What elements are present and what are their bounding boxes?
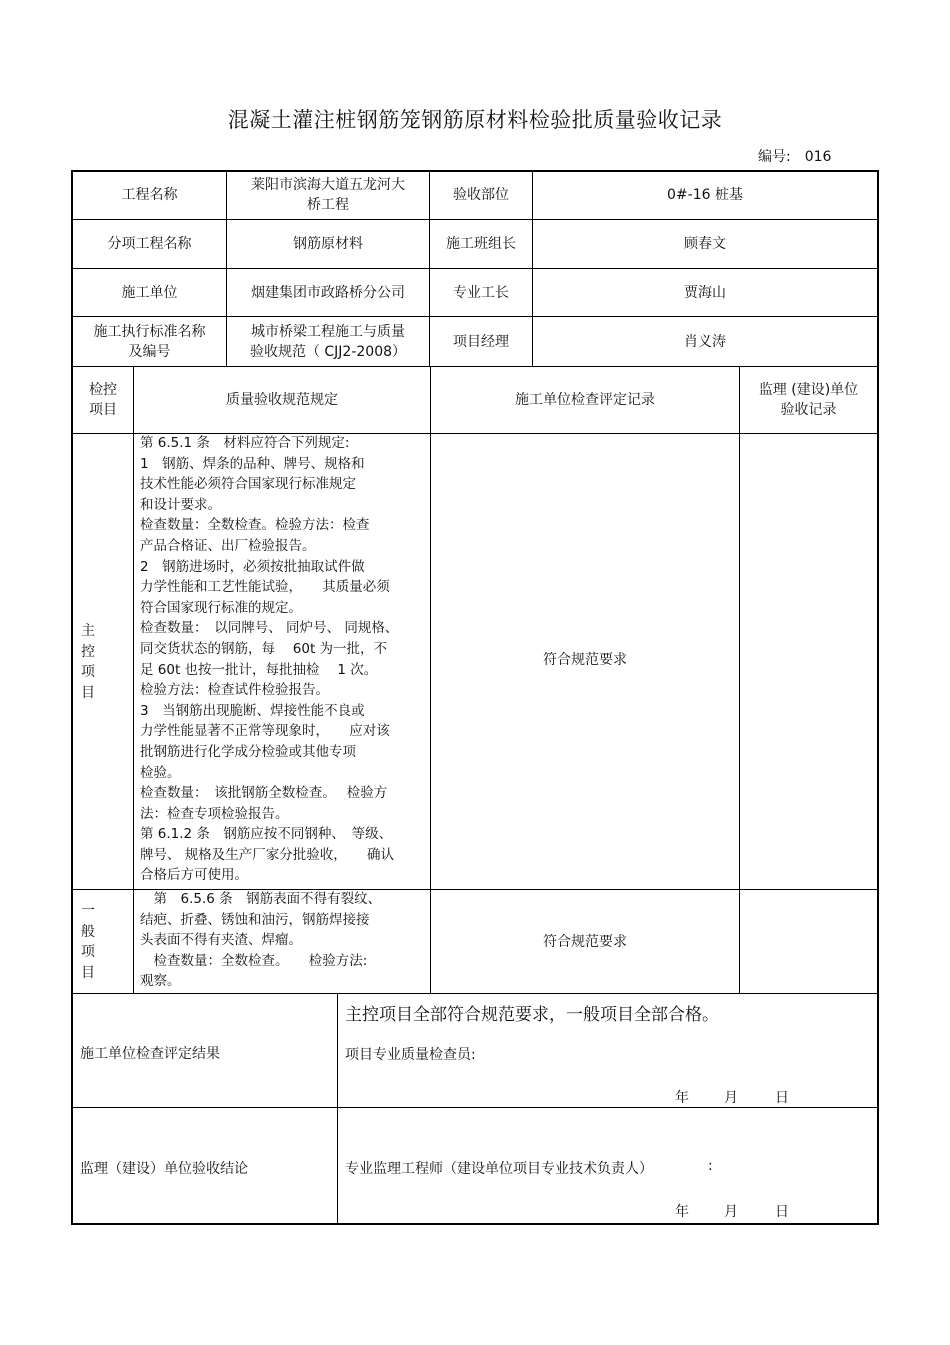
spec-line: 检查数量：全数检查。检验方法：检查 bbox=[140, 517, 370, 534]
supervisor-date-year: 年 bbox=[675, 1204, 689, 1220]
spec-line: 产品合格证、出厂检验报告。 bbox=[140, 537, 316, 554]
contractor-label: 施工单位 bbox=[121, 284, 178, 301]
spec-line: 力学性能和工艺性能试验， 其质量必须 bbox=[140, 579, 390, 596]
standard-label bbox=[73, 317, 226, 366]
spec-line: 足 60t 也按一批计，每批抽检 1 次。 bbox=[140, 661, 378, 678]
general-label-char: 一 bbox=[81, 903, 95, 919]
standard-line1: 城市桥梁工程施工与质量 bbox=[251, 323, 405, 340]
spec-line: 2 钢筋进场时，必须按批抽取试件做 bbox=[140, 558, 365, 575]
spec-line: 3 当钢筋出现脆断、焊接性能不良或 bbox=[140, 702, 365, 719]
spec-line: 结疤、折叠、锈蚀和油污，钢筋焊接接 bbox=[140, 911, 370, 928]
item-header bbox=[73, 367, 133, 433]
contractor-date-month: 月 bbox=[724, 1090, 738, 1106]
standard-line2: 验收规范（ CJJ2-2008） bbox=[249, 343, 407, 360]
spec-line: 合格后方可使用。 bbox=[140, 867, 248, 884]
supervisor-result-label: 监理（建设）单位验收结论 bbox=[80, 1161, 248, 1177]
general-items-label bbox=[78, 901, 98, 983]
main-label-char: 控 bbox=[81, 643, 95, 660]
spec-line: 符合国家现行标准的规定。 bbox=[140, 599, 302, 616]
spec-line: 第 6.5.1 条 材料应符合下列规定: bbox=[140, 435, 350, 451]
spec-line: 同交货状态的钢筋，每 60t 为一批，不 bbox=[140, 640, 388, 657]
standard-value bbox=[227, 317, 429, 366]
contractor-result-statement: 主控项目全部符合规范要求，一般项目全部合格。 bbox=[345, 1005, 719, 1025]
spec-line: 1 钢筋、焊条的品种、牌号、规格和 bbox=[140, 455, 365, 472]
main-label-char: 目 bbox=[81, 684, 95, 701]
supervisor-header bbox=[740, 367, 877, 433]
main-spec-text bbox=[140, 433, 422, 886]
contractor-date-year: 年 bbox=[675, 1090, 689, 1106]
main-label-char: 项 bbox=[81, 664, 95, 680]
supervisor-date-month: 月 bbox=[724, 1204, 738, 1220]
supervisor-header-line1: 监理 (建设)单位 bbox=[758, 382, 859, 398]
pm-value: 肖义涛 bbox=[684, 333, 726, 350]
spec-header: 质量验收规范规定 bbox=[226, 392, 338, 408]
spec-line: 技术性能必须符合国家现行标准规定 bbox=[140, 476, 356, 493]
contractor-date-day: 日 bbox=[775, 1090, 789, 1106]
team-leader-value: 顾春文 bbox=[684, 236, 726, 252]
sub-project-label: 分项工程名称 bbox=[107, 236, 192, 252]
project-name-value bbox=[227, 171, 429, 219]
supervising-engineer-colon: : bbox=[708, 1158, 713, 1174]
spec-line: 力学性能显著不正常等现象时， 应对该 bbox=[140, 723, 390, 740]
doc-number bbox=[758, 146, 831, 166]
team-leader-label: 施工班组长 bbox=[446, 236, 516, 252]
spec-line: 批钢筋进行化学成分检验或其他专项 bbox=[140, 743, 356, 760]
supervising-engineer-label: 专业监理工程师（建设单位项目专业技术负责人） bbox=[345, 1161, 653, 1177]
general-items-result: 符合规范要求 bbox=[543, 934, 627, 950]
main-items-result: 符合规范要求 bbox=[543, 652, 627, 668]
general-label-char: 项 bbox=[81, 944, 95, 960]
item-header-line1: 检控 bbox=[89, 382, 117, 398]
project-name-label: 工程名称 bbox=[121, 187, 178, 203]
main-label-char: 主 bbox=[81, 623, 95, 639]
contractor-result-label: 施工单位检查评定结果 bbox=[80, 1046, 220, 1062]
sub-project-value: 钢筋原材料 bbox=[293, 236, 363, 252]
spec-line: 检查数量： 以同牌号、 同炉号、 同规格、 bbox=[140, 620, 399, 637]
general-label-char: 般 bbox=[81, 923, 95, 940]
contractor-value: 烟建集团市政路桥分公司 bbox=[251, 284, 405, 301]
spec-line: 和设计要求。 bbox=[140, 496, 221, 513]
standard-label-line1: 施工执行标准名称 bbox=[93, 323, 206, 340]
acceptance-part-value: 0#-16 桩基 bbox=[667, 187, 743, 203]
spec-line: 第 6.5.6 条 钢筋表面不得有裂纹、 bbox=[140, 891, 382, 907]
doc-number-value: 016 bbox=[804, 149, 832, 165]
spec-line: 法：检查专项检验报告。 bbox=[140, 805, 289, 822]
spec-line: 观察。 bbox=[140, 973, 181, 990]
page-title: 混凝土灌注桩钢筋笼钢筋原材料检验批质量验收记录 bbox=[227, 108, 723, 132]
general-label-char: 目 bbox=[81, 964, 95, 981]
item-header-line2: 项目 bbox=[89, 402, 117, 418]
contractor-record-header: 施工单位检查评定记录 bbox=[515, 392, 655, 408]
spec-line: 检查数量：全数检查。 检验方法: bbox=[140, 952, 368, 969]
spec-line: 第 6.1.2 条 钢筋应按不同钢种、 等级、 bbox=[140, 826, 393, 843]
project-name-line2: 桥工程 bbox=[307, 197, 349, 213]
standard-label-line2: 及编号 bbox=[128, 343, 171, 360]
pm-label: 项目经理 bbox=[453, 333, 509, 350]
foreman-value: 贾海山 bbox=[684, 284, 726, 301]
spec-line: 检验。 bbox=[140, 764, 181, 781]
spec-line: 头表面不得有夹渣、焊瘤。 bbox=[140, 932, 302, 949]
general-spec-text bbox=[140, 889, 422, 992]
doc-number-label: 编号: bbox=[758, 149, 791, 165]
inspector-label: 项目专业质量检查员: bbox=[345, 1047, 476, 1063]
main-items-label bbox=[78, 621, 98, 703]
spec-line: 检验方法：检查试件检验报告。 bbox=[140, 682, 329, 699]
supervisor-header-line2: 验收记录 bbox=[780, 402, 837, 418]
project-name-line1: 莱阳市滨海大道五龙河大 bbox=[251, 177, 405, 193]
acceptance-part-label: 验收部位 bbox=[453, 187, 509, 203]
spec-line: 检查数量： 该批钢筋全数检查。 检验方 bbox=[140, 785, 388, 802]
spec-line: 牌号、 规格及生产厂家分批验收， 确认 bbox=[140, 846, 395, 863]
supervisor-date-day: 日 bbox=[775, 1204, 789, 1220]
foreman-label: 专业工长 bbox=[453, 284, 509, 301]
